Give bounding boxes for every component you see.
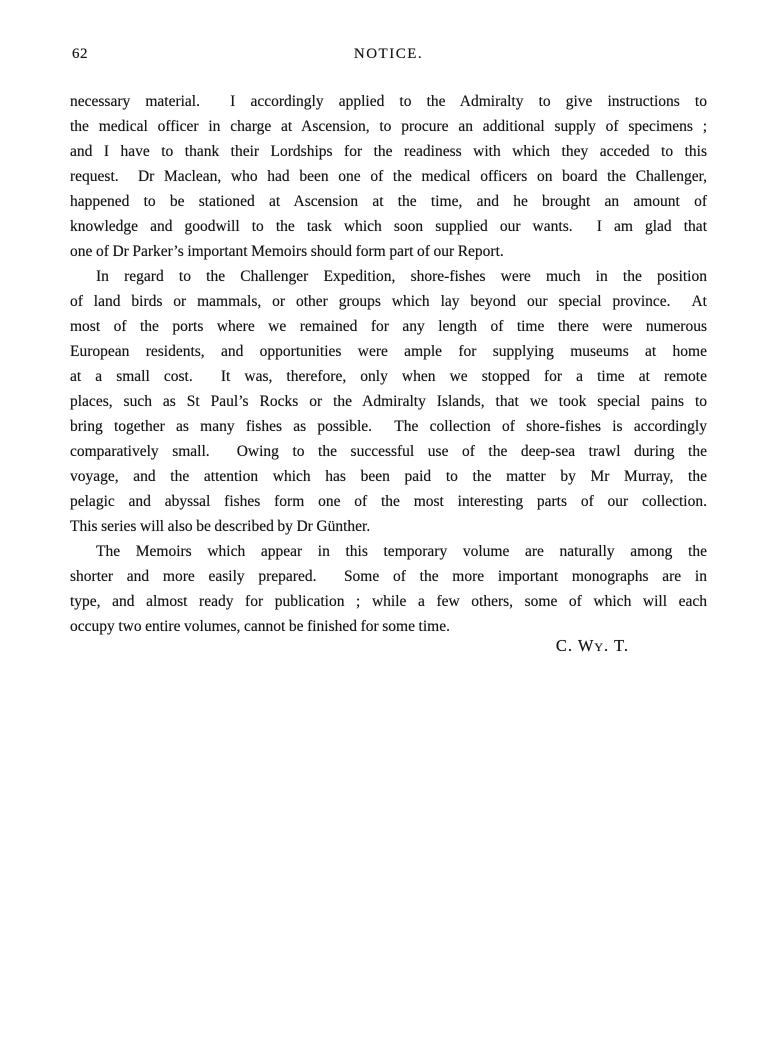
text-line: the medical officer in charge at Ascension, to procure an additional supply of specimens ; <box>70 118 707 135</box>
text-line: most of the ports where we remained for any length of time there were numerous <box>70 318 707 335</box>
text-line: necessary material. I accordingly applied to the Admiralty to give instructions to <box>70 93 707 110</box>
page-number: 62 <box>72 46 88 62</box>
text-line: bring together as many fishes as possible. The collection of shore-fishes is accordingly <box>70 418 707 435</box>
text-line: request. Dr Maclean, who had been one of the medical officers on board the Challenger, <box>70 168 707 185</box>
text-line: In regard to the Challenger Expedition, shore-fishes were much in the position <box>96 268 707 285</box>
notice-text-block <box>70 89 707 639</box>
text-line: shorter and more easily prepared. Some of the more important monographs are in <box>70 568 707 585</box>
text-line: voyage, and the attention which has been paid to the matter by Mr Murray, the <box>70 468 707 485</box>
text-line: one of Dr Parker’s important Memoirs should form part of our Report. <box>70 243 504 260</box>
running-header-title: NOTICE. <box>353 46 424 62</box>
running-head <box>70 46 707 66</box>
text-line: The Memoirs which appear in this temporary volume are naturally among the <box>96 543 707 560</box>
text-line: places, such as St Paul’s Rocks or the Admiralty Islands, that we took special pains to <box>70 393 707 410</box>
text-line: of land birds or mammals, or other groups which lay beyond our special province. At <box>70 293 707 310</box>
text-line: comparatively small. Owing to the successful use of the deep-sea trawl during the <box>70 443 707 460</box>
text-line: happened to be stationed at Ascension at the time, and he brought an amount of <box>70 193 707 210</box>
text-line: occupy two entire volumes, cannot be finished for some time. <box>70 618 450 635</box>
text-line: knowledge and goodwill to the task which soon supplied our wants. I am glad that <box>70 218 707 235</box>
text-line: This series will also be described by Dr Günther. <box>70 518 371 535</box>
text-line: and I have to thank their Lordships for the readiness with which they acceded to this <box>70 143 707 160</box>
text-line: at a small cost. It was, therefore, only when we stopped for a time at remote <box>70 368 707 385</box>
text-line: type, and almost ready for publication ; while a few others, some of which will each <box>70 593 707 610</box>
text-line: pelagic and abyssal fishes form one of the most interesting parts of our collection. <box>70 493 707 510</box>
signature: C. Wy. T. <box>555 636 629 655</box>
text-line: European residents, and opportunities were ample for supplying museums at home <box>70 343 707 360</box>
